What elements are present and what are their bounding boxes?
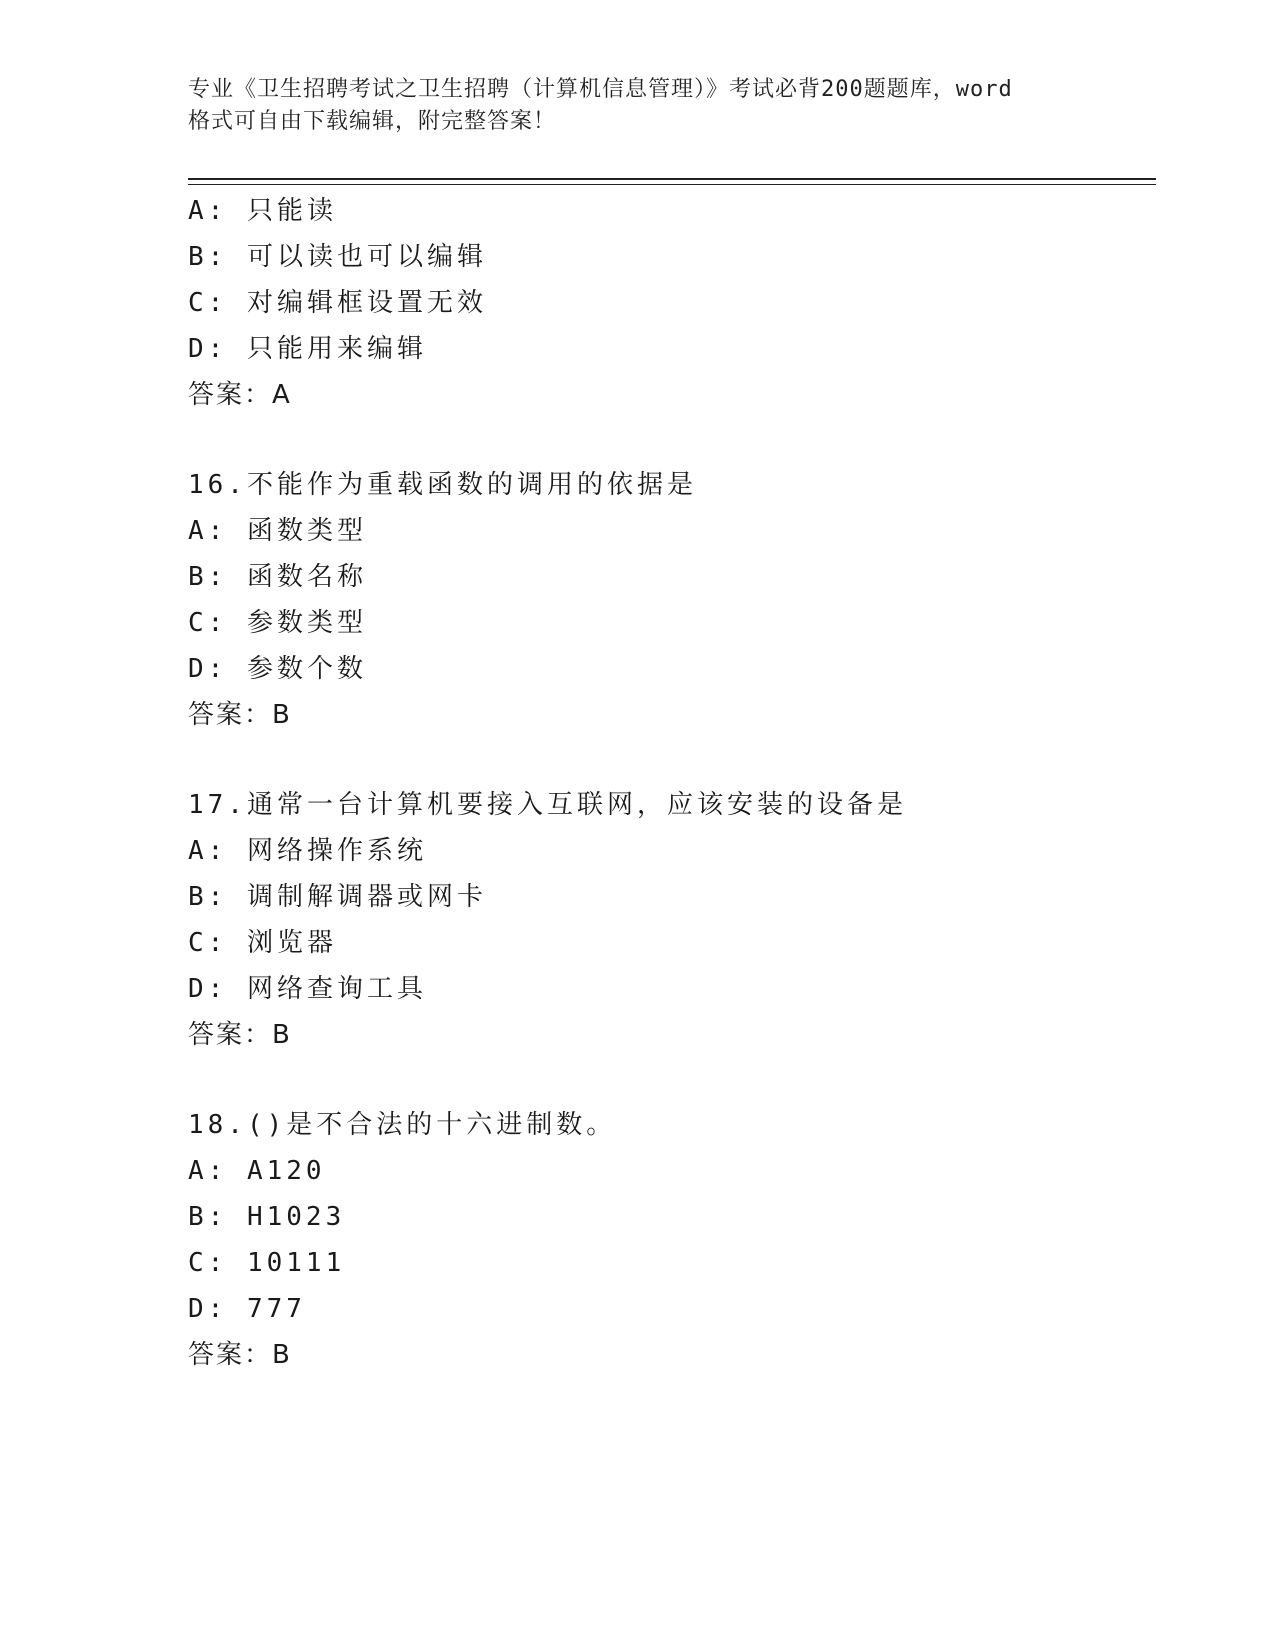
question-text: 18.()是不合法的十六进制数。 [188, 1110, 617, 1140]
question-list [188, 188, 1148, 1378]
option-c: C: 浏览器 [188, 928, 337, 958]
question-text: 17.通常一台计算机要接入互联网，应该安装的设备是 [188, 790, 907, 820]
option-d: D: 网络查询工具 [188, 974, 427, 1004]
option-a: A: A120 [188, 1156, 326, 1186]
option-d: D: 777 [188, 1294, 306, 1324]
header-line-1: 专业《卫生招聘考试之卫生招聘（计算机信息管理）》考试必背200题题库，word [188, 77, 1013, 102]
answer-line: 答案：B [188, 700, 292, 730]
question-block [188, 188, 1148, 418]
answer-line: 答案：B [188, 1020, 292, 1050]
question-text: 16.不能作为重载函数的调用的依据是 [188, 470, 697, 500]
spacer [188, 418, 1148, 462]
question-block [188, 1102, 1148, 1378]
header-divider-thick [188, 178, 1156, 180]
header-line-2: 格式可自由下载编辑，附完整答案！ [188, 109, 557, 134]
option-c: C: 对编辑框设置无效 [188, 288, 487, 318]
option-d: D: 参数个数 [188, 654, 367, 684]
option-b: B: 可以读也可以编辑 [188, 242, 487, 272]
spacer [188, 1058, 1148, 1102]
spacer [188, 738, 1148, 782]
option-d: D: 只能用来编辑 [188, 334, 427, 364]
option-a: A: 函数类型 [188, 516, 367, 546]
answer-line: 答案：B [188, 1340, 292, 1370]
option-b: B: 调制解调器或网卡 [188, 882, 487, 912]
document-header [188, 74, 1088, 138]
option-a: A: 只能读 [188, 196, 337, 226]
question-block [188, 462, 1148, 738]
option-c: C: 参数类型 [188, 608, 367, 638]
header-divider-thin [188, 184, 1156, 185]
option-a: A: 网络操作系统 [188, 836, 427, 866]
option-c: C: 10111 [188, 1248, 346, 1278]
question-block [188, 782, 1148, 1058]
option-b: B: 函数名称 [188, 562, 367, 592]
answer-line: 答案：A [188, 380, 292, 410]
option-b: B: H1023 [188, 1202, 346, 1232]
